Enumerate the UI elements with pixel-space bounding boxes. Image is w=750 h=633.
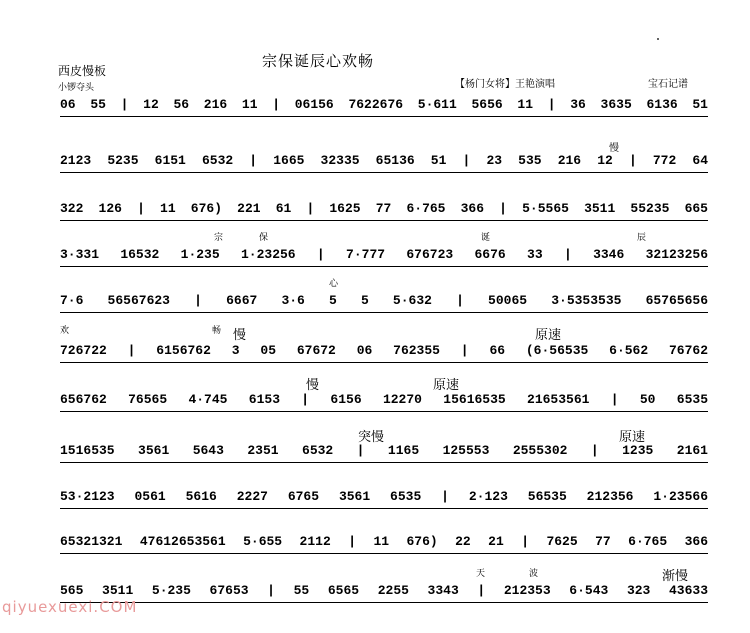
score-line: 565 3511 5·235 67653 | 55 6565 2255 3343 | 212353 6·543 323 43633 (60, 583, 708, 605)
site-watermark: qiyuexuexi.COM (2, 598, 138, 616)
original-speed-marking: 原速 (433, 378, 460, 393)
lyric-char: 欢 (60, 326, 70, 336)
score-line: 06 55 | 12 56 216 11 | 06156 7622676 5·611 5656 11 | 36 3635 6136 51 (60, 97, 708, 119)
original-speed-marking: 原速 (619, 430, 646, 445)
score-line: 53·2123 0561 5616 2227 6765 3561 6535 | 2·123 56535 212356 1·23566 (60, 489, 708, 511)
lyric-char: 诞 (481, 233, 491, 243)
page-dot (657, 38, 659, 40)
score-line: 65321321 47612653561 5·655 2112 | 11 676) 22 21 | 7625 77 6·765 366 (60, 534, 708, 556)
score-line: 2123 5235 6151 6532 | 1665 32335 65136 51 | 23 535 216 12 | 772 64 (60, 153, 708, 175)
transcriber-label: 宝石记谱 (648, 79, 688, 90)
score-line: 726722 | 6156762 3 05 67672 06 762355 | 66 (6·56535 6·562 76762 (60, 343, 708, 365)
score-line: 322 126 | 11 676) 221 61 | 1625 77 6·765 366 | 5·5565 3511 55235 665 (60, 201, 708, 223)
lyric-char: 宗 (214, 233, 224, 243)
sudden-slow-marking: 突慢 (358, 430, 385, 445)
source-label: 【杨门女将】王艳演唱 (455, 79, 555, 90)
slow-marking: 慢 (233, 328, 247, 343)
slow-marking: 慢 (306, 378, 320, 393)
original-speed-marking: 原速 (535, 328, 562, 343)
lyric-char: 天 (476, 569, 486, 579)
gradually-slow-marking: 渐慢 (662, 569, 689, 584)
tempo-marking: 西皮慢板 (58, 64, 107, 78)
lyric-char: 心 (329, 279, 339, 289)
lyric-char: 波 (529, 569, 539, 579)
slow-marking: 慢 (609, 143, 619, 154)
lyric-char: 辰 (637, 233, 647, 243)
score-line: 7·6 56567623 | 6667 3·6 5 5 5·632 | 50065 3·5353535 65765656 (60, 293, 708, 315)
score-title: 宗保诞辰心欢畅 (262, 52, 375, 70)
score-line: 1516535 3561 5643 2351 6532 | 1165 125553 2555302 | 1235 2161 (60, 443, 708, 465)
intro-marking: 小锣夺头 (58, 83, 95, 93)
lyric-char: 保 (259, 233, 269, 243)
lyric-char: 畅 (212, 326, 222, 336)
score-line: 656762 76565 4·745 6153 | 6156 12270 15616535 21653561 | 50 6535 (60, 392, 708, 414)
score-line: 3·331 16532 1·235 1·23256 | 7·777 676723 6676 33 | 3346 32123256 (60, 247, 708, 269)
